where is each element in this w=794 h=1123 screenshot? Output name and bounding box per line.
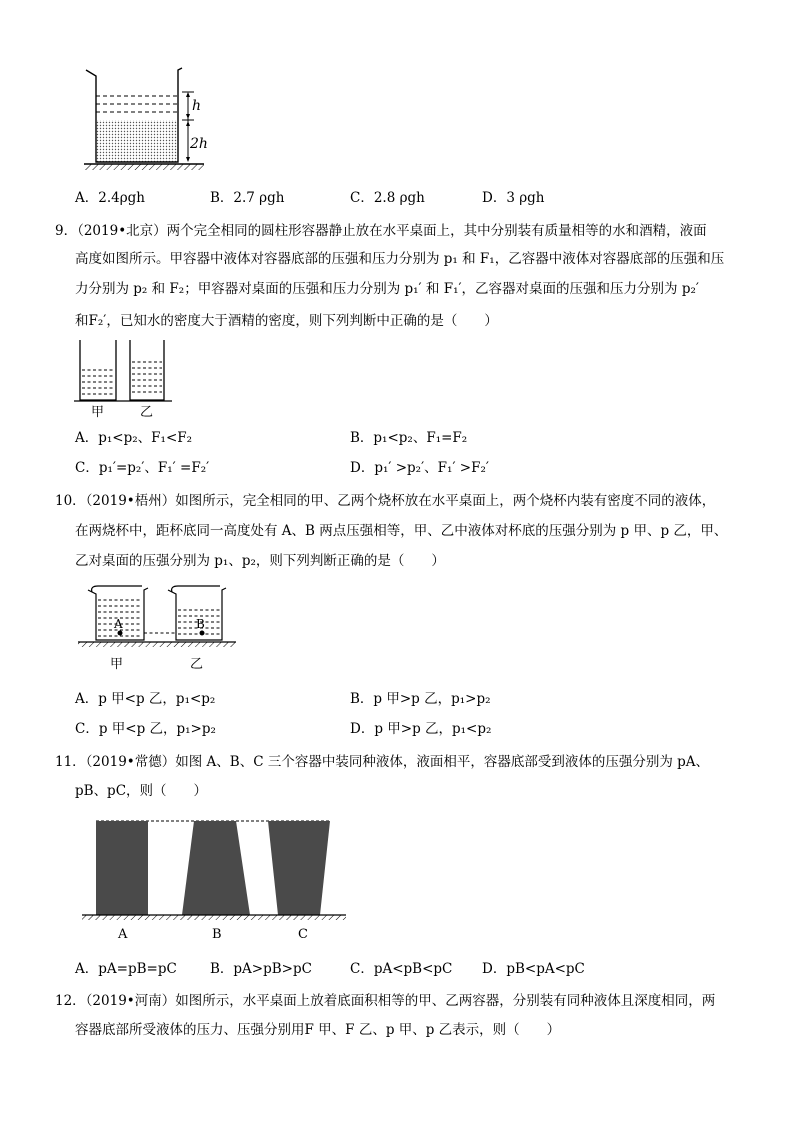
q8-option-c[interactable]: C．2.8 ρgh: [350, 190, 425, 206]
beaker-label-yi: 乙: [190, 657, 204, 672]
container-label-b: B: [212, 927, 222, 942]
two-beakers-figure: [78, 580, 238, 675]
two-cylinders-figure: [74, 338, 174, 418]
beaker-label-jia: 甲: [110, 657, 124, 672]
q9-stem-line-1: 9．（2019•北京）两个完全相同的圆柱形容器静止放在水平桌面上，其中分别装有质量相等的水和酒精，液面: [55, 223, 707, 239]
q9-stem-line-2: 高度如图所示。甲容器中液体对容器底部的压强和压力分别为 p₁ 和 F₁，乙容器中液体对容器底部的压强和压: [75, 251, 725, 267]
q12-stem-line-1: 12．（2019•河南）如图所示，水平桌面上放着底面积相等的甲、乙两容器，分别装有同种液体且深度相同，两: [55, 993, 716, 1009]
q9-stem-line-3: 力分别为 p₂ 和 F₂；甲容器对桌面的压强和压力分别为 p₁′ 和 F₁′，乙容器对桌面的压强和压力分别为 p₂′: [75, 281, 699, 297]
cylinder-label-yi: 乙: [140, 405, 154, 418]
q9-option-d[interactable]: D．p₁′ >p₂′、F₁′ >F₂′: [350, 460, 489, 476]
cylinder-label-jia: 甲: [91, 405, 105, 418]
height-label-h: h: [192, 98, 202, 114]
q11-option-b[interactable]: B．pA>pB>pC: [210, 961, 312, 977]
q11-stem-line-2: pB、pC，则（ ）: [75, 783, 208, 799]
point-label-a: A: [114, 617, 123, 631]
q10-option-a[interactable]: A．p 甲<p 乙，p₁<p₂: [75, 691, 216, 707]
q10-stem-line-3: 乙对桌面的压强分别为 p₁、p₂，则下列判断正确的是（ ）: [75, 553, 445, 569]
q11-option-c[interactable]: C．pA<pB<pC: [350, 961, 453, 977]
q10-option-b[interactable]: B．p 甲>p 乙，p₁>p₂: [350, 691, 491, 707]
point-label-b: B: [196, 617, 205, 631]
q8-option-a[interactable]: A．2.4ρgh: [75, 190, 145, 206]
container-label-c: C: [298, 927, 308, 942]
q11-option-a[interactable]: A．pA=pB=pC: [75, 961, 177, 977]
q9-stem-line-4: 和F₂′，已知水的密度大于酒精的密度，则下列判断中正确的是（ ）: [75, 313, 498, 329]
q10-stem-line-2: 在两烧杯中，距杯底同一高度处有 A、B 两点压强相等，甲、乙中液体对杯底的压强分别为 p 甲、p 乙，甲、: [75, 523, 728, 539]
q9-option-a[interactable]: A．p₁<p₂、F₁<F₂: [75, 430, 193, 446]
q12-stem-line-2: 容器底部所受液体的压力、压强分别用F 甲、F 乙、p 甲、p 乙表示，则（ ）: [75, 1022, 561, 1038]
q11-stem-line-1: 11．（2019•常德）如图 A、B、C 三个容器中装同种液体，液面相平，容器底部受到液体的压强分别为 pA、: [55, 754, 710, 770]
q10-option-c[interactable]: C．p 甲<p 乙，p₁>p₂: [75, 721, 216, 737]
container-label-a: A: [118, 927, 128, 942]
q9-option-b[interactable]: B．p₁<p₂、F₁=F₂: [350, 430, 468, 446]
three-containers-figure: [80, 815, 350, 945]
q8-option-d[interactable]: D．3 ρgh: [482, 190, 545, 206]
beaker-figure: [78, 64, 218, 176]
height-label-2h: 2h: [190, 136, 208, 152]
q8-option-b[interactable]: B．2.7 ρgh: [210, 190, 285, 206]
q11-option-d[interactable]: D．pB<pA<pC: [482, 961, 585, 977]
q10-stem-line-1: 10．（2019•梧州）如图所示，完全相同的甲、乙两个烧杯放在水平桌面上，两个烧杯内装有密度不同的液体，: [55, 493, 716, 509]
q9-option-c[interactable]: C．p₁′=p₂′、F₁′ =F₂′: [75, 460, 210, 476]
q10-option-d[interactable]: D．p 甲>p 乙，p₁<p₂: [350, 721, 492, 737]
